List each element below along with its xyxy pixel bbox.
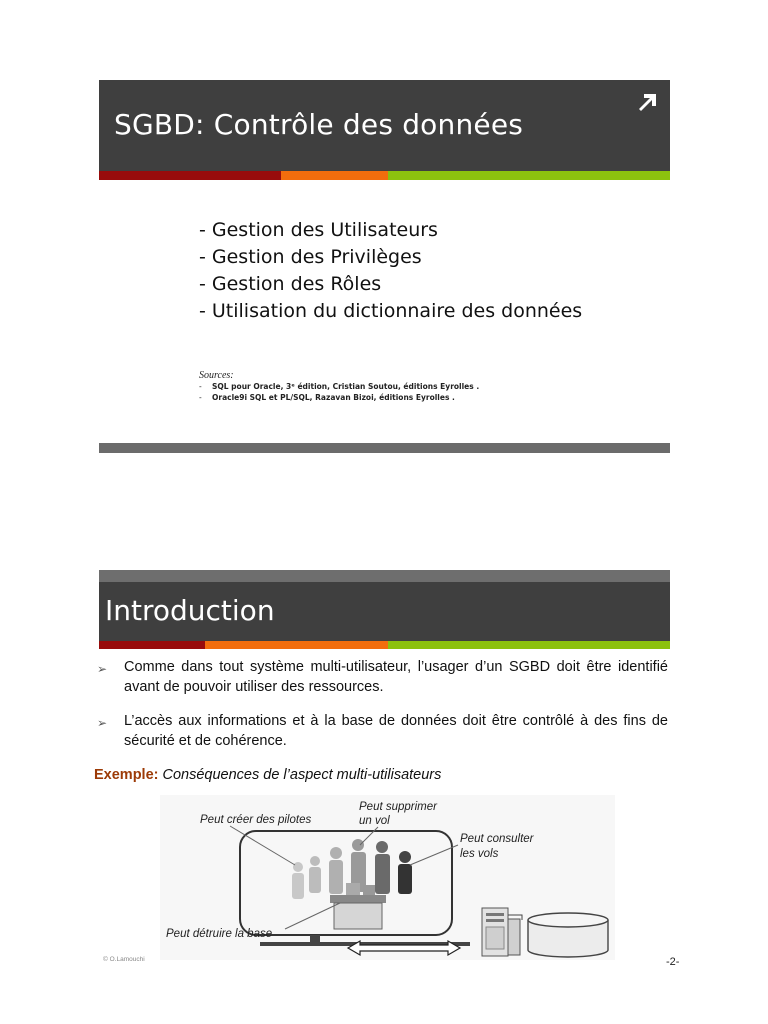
copyright-icon: © xyxy=(103,956,108,963)
slide2-title: Introduction xyxy=(105,594,275,627)
topic-list xyxy=(199,217,582,325)
slide1-title: SGBD: Contrôle des données xyxy=(114,108,524,141)
bullet-arrow-icon: ➢ xyxy=(97,716,108,730)
multi-user-illustration xyxy=(160,795,615,960)
topic-item: - Gestion des Privilèges xyxy=(199,246,422,268)
bullet-arrow-icon: ➢ xyxy=(97,662,108,676)
accent-bar-green xyxy=(388,171,670,180)
slide1-footer-bar xyxy=(99,443,670,453)
accent-bar-orange xyxy=(281,171,388,180)
arrow-up-right-icon xyxy=(636,90,660,114)
slide1-accent-bar xyxy=(99,171,670,180)
slide2-header xyxy=(99,582,670,641)
label-view-flights-line1: Peut consulter xyxy=(460,833,534,845)
example-line xyxy=(94,767,441,783)
source-item: - SQL pour Oracle, 3ᵉ édition, Cristian Soutou, éditions Eyrolles . xyxy=(199,382,480,391)
slide2-top-bar xyxy=(99,570,670,582)
topic-item: - Utilisation du dictionnaire des données xyxy=(199,300,583,322)
page-number: -2- xyxy=(666,956,680,968)
label-delete-flight-line2: un vol xyxy=(359,815,390,827)
slide2-accent-bar xyxy=(99,641,670,649)
sources-label: Sources: xyxy=(199,370,234,381)
accent-bar-red xyxy=(99,171,281,180)
example-text: Conséquences de l’aspect multi-utilisateurs xyxy=(162,767,442,783)
accent-bar-orange xyxy=(205,641,388,649)
bullet-item: ➢ L’accès aux informations et à la base de données doit être contrôlé à des fins de sécurité et de cohérence. xyxy=(97,713,668,749)
example-label: Exemple: xyxy=(94,767,159,783)
source-item: - Oracle9i SQL et PL/SQL, Razavan Bizoi, éditions Eyrolles . xyxy=(199,393,455,402)
accent-bar-green xyxy=(388,641,670,649)
sources-block xyxy=(199,370,479,403)
accent-bar-red xyxy=(99,641,205,649)
intro-bullet-list xyxy=(97,657,668,765)
label-destroy-db: Peut détruire la base xyxy=(166,928,273,940)
topic-item: - Gestion des Rôles xyxy=(199,273,382,295)
copyright: © O.Lamouchi xyxy=(103,956,145,963)
slide1-header xyxy=(99,80,670,171)
label-view-flights-line2: les vols xyxy=(460,848,499,860)
label-delete-flight-line1: Peut supprimer xyxy=(359,801,437,813)
topic-item: - Gestion des Utilisateurs xyxy=(199,219,438,241)
bullet-item: ➢ Comme dans tout système multi-utilisateur, l’usager d’un SGBD doit être identifié avant de pouvoir utiliser des ressources. xyxy=(97,659,668,695)
label-create-pilots: Peut créer des pilotes xyxy=(200,814,312,826)
